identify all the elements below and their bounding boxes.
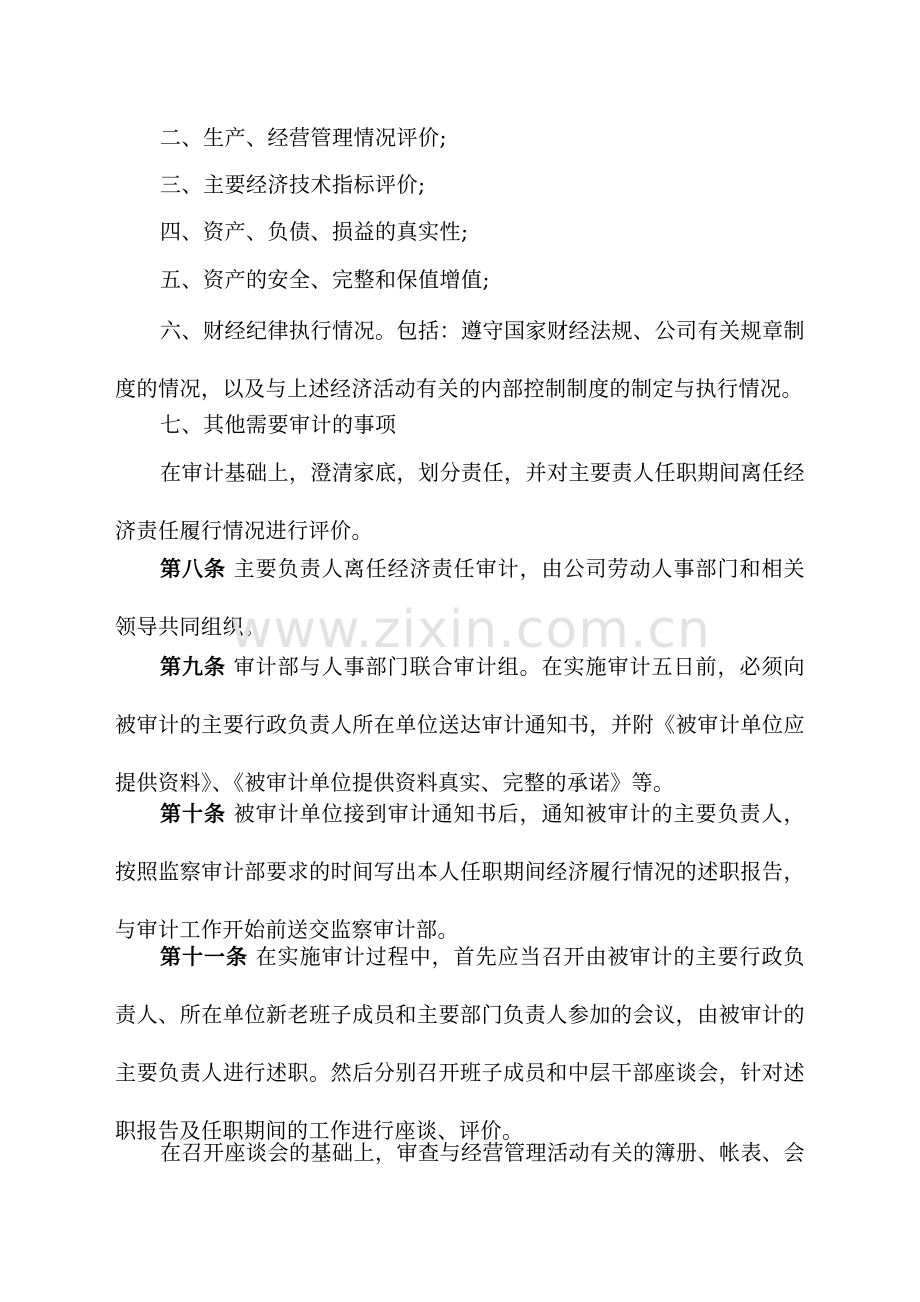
paragraph-text: 被审计单位接到审计通知书后，通知被审计的主要负责人，按照监察审计部要求的时间写出本人任职期间经济履行情况的述职报告，与审计工作开始前送交监察审计部。 [115, 802, 805, 942]
paragraph-text: 五、资产的安全、完整和保值增值; [160, 268, 491, 292]
paragraph-text: 审计部与人事部门联合审计组。在实施审计五日前，必须向被审计的主要行政负责人所在单位送达审计通知书，并附《被审计单位应提供资料》、《被审计单位提供资料真实、完整的承诺》等。 [115, 655, 805, 795]
paragraph-text: 六、财经纪律执行情况。包括：遵守国家财经法规、公司有关规章制度的情况，以及与上述经济活动有关的内部控制制度的制定与执行情况。 [115, 319, 805, 401]
watermark: www.zixin.com.cn [230, 600, 711, 660]
article-heading: 第十一条 [160, 944, 248, 969]
paragraph-item-5 [115, 251, 805, 309]
paragraph-text: 主要负责人离任经济责任审计，由公司劳动人事部门和相关领导共同组织。 [115, 557, 805, 639]
paragraph-text: 七、其他需要审计的事项 [160, 413, 397, 437]
article-heading: 第十条 [160, 801, 226, 826]
paragraph-text: 四、资产、负债、损益的真实性; [160, 220, 469, 244]
article-heading: 第九条 [160, 654, 226, 679]
paragraph-text: 在召开座谈会的基础上，审查与经营管理活动有关的簿册、帐表、会 [160, 1141, 805, 1165]
paragraph-text: 在实施审计过程中，首先应当召开由被审计的主要行政负责人、所在单位新老班子成员和主要部门负责人参加的会议，由被审计的主要负责人进行述职。然后分别召开班子成员和中层干部座谈会，针对述职报告及任职期间的工作进行座谈、评价。 [115, 945, 805, 1143]
paragraph-closing [115, 1124, 805, 1182]
paragraph-text: 三、主要经济技术指标评价; [160, 173, 426, 197]
article-heading: 第八条 [160, 556, 226, 581]
paragraph-text: 二、生产、经营管理情况评价; [160, 126, 448, 150]
paragraph-text: 在审计基础上，澄清家底，划分责任，并对主要责人任职期间离任经济责任履行情况进行评价。 [115, 461, 805, 543]
